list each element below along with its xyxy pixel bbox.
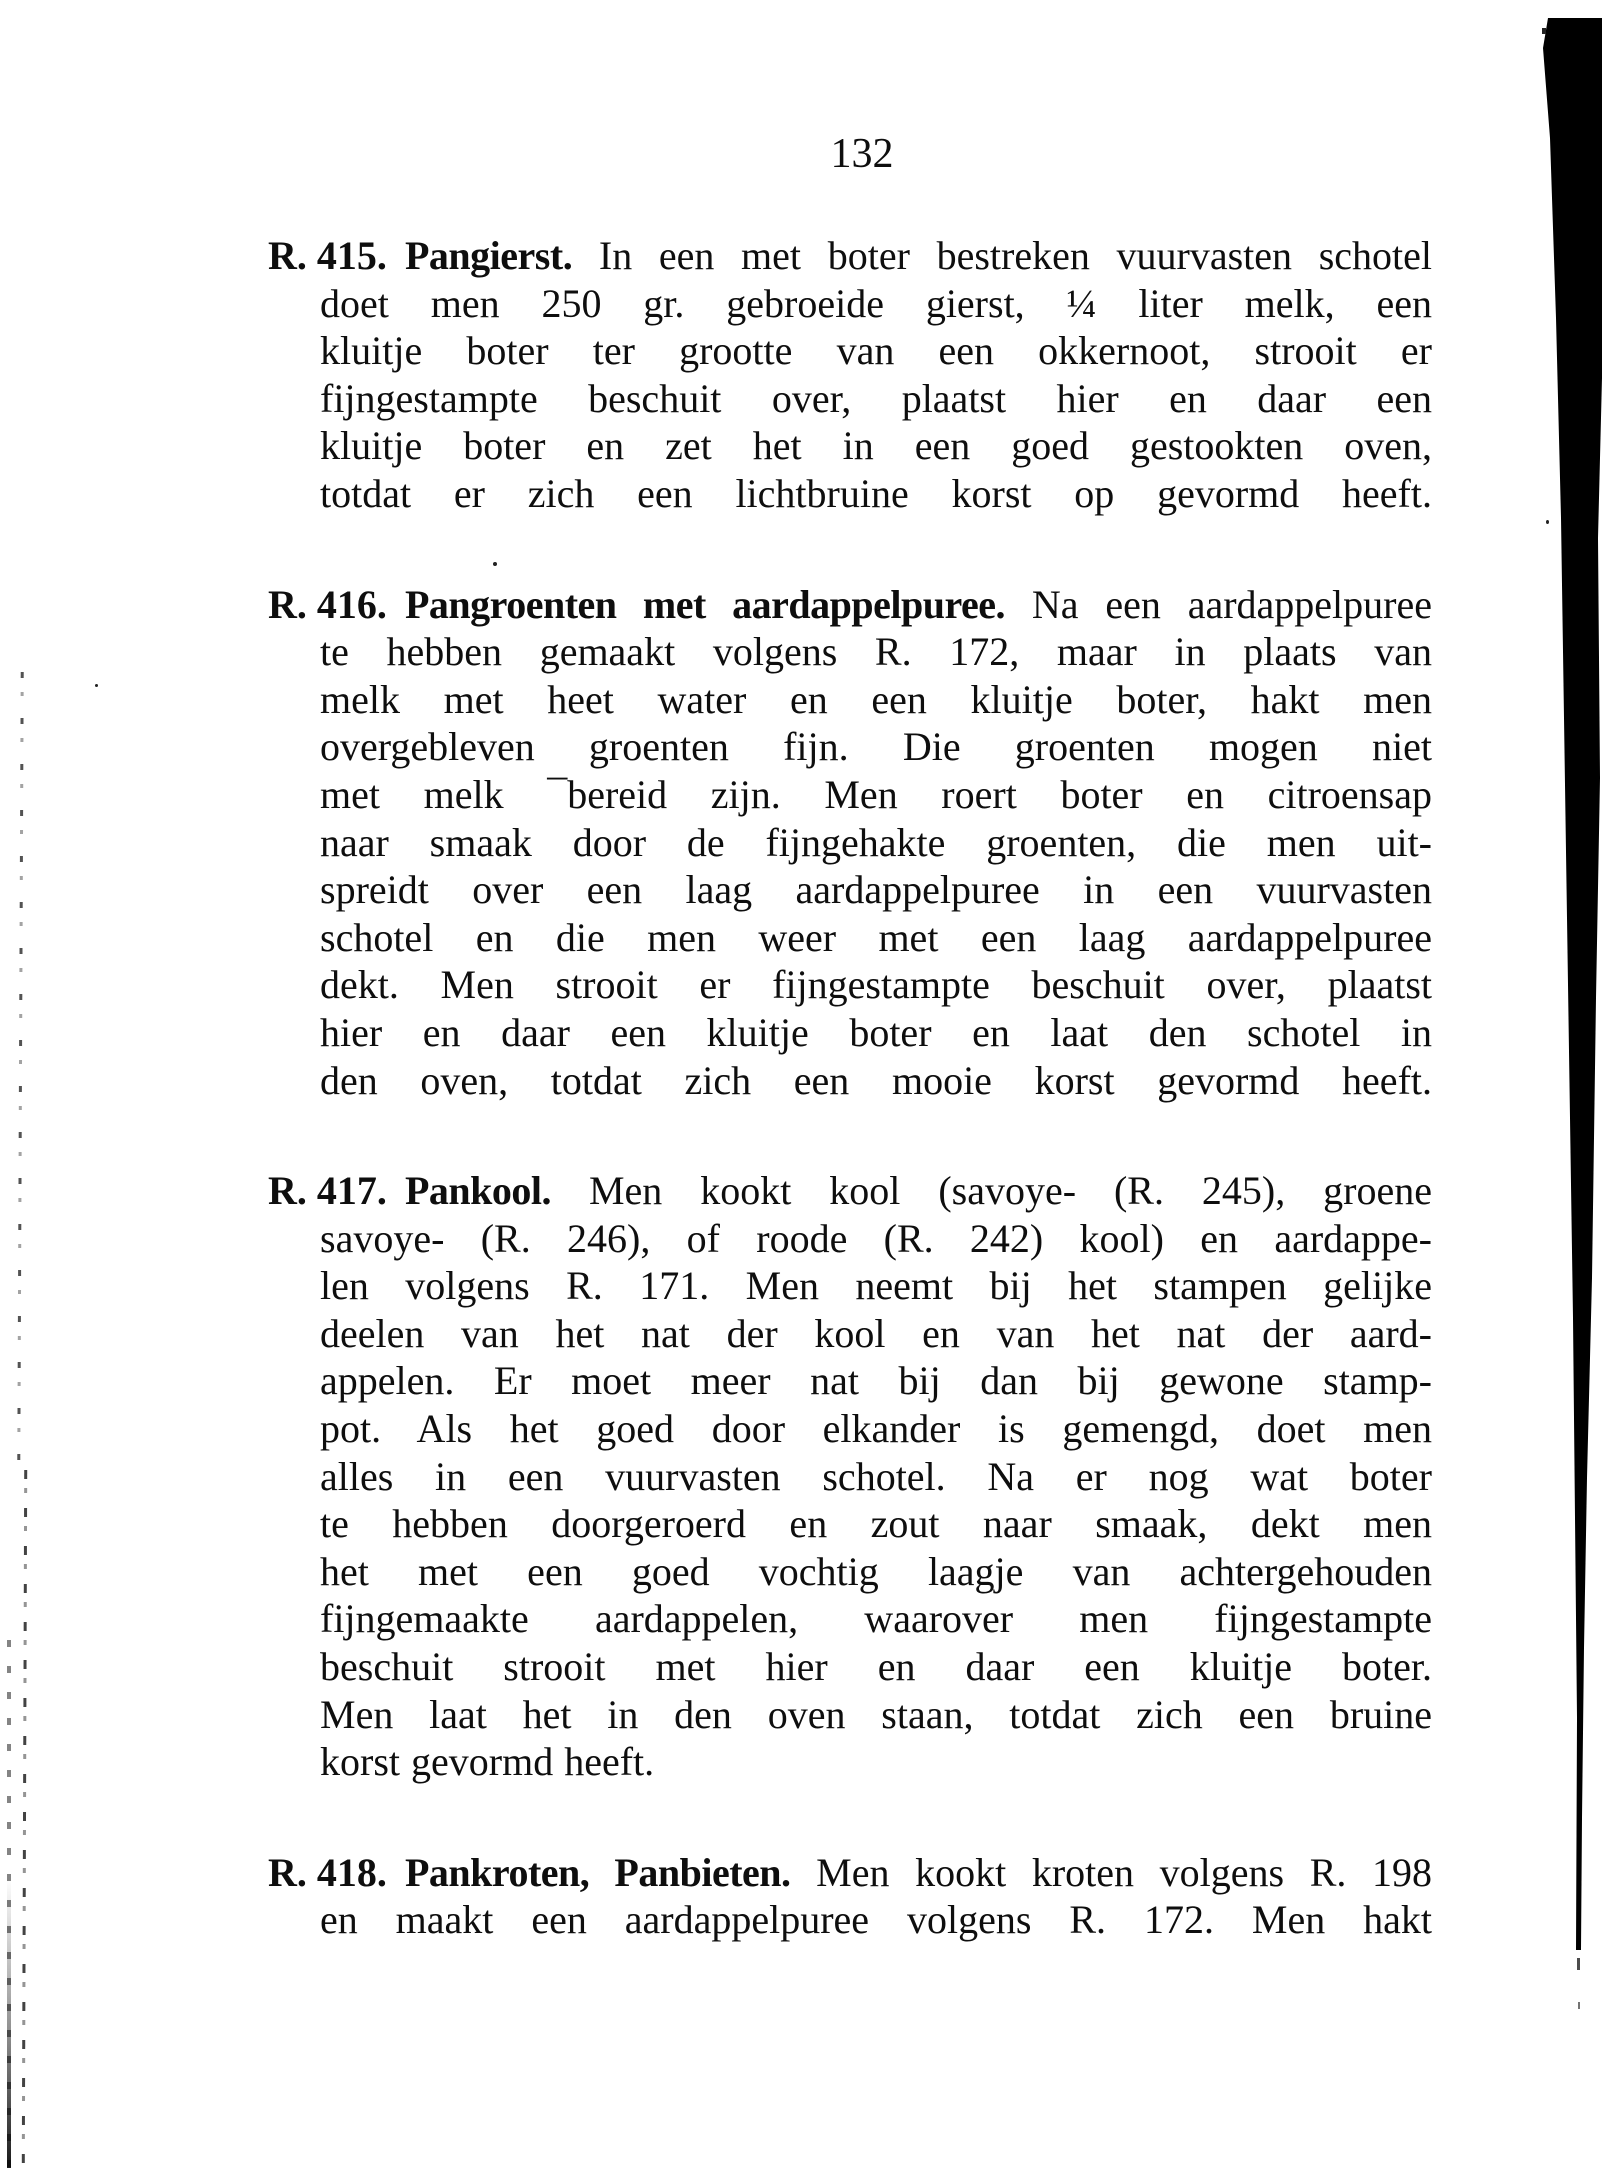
recipe-line: appelen. Er moet meer nat bij dan bij gewone stamp- [320, 1358, 1432, 1404]
recipe-title: Pankool. [405, 1168, 552, 1214]
recipe-title: Pankroten, Panbieten. [405, 1849, 791, 1895]
recipe-line: fijngestampte beschuit over, plaatst hier en daar een [320, 375, 1432, 421]
recipe-line: den oven, totdat zich een mooie korst gevormd heeft. [320, 1057, 1432, 1103]
recipe-line: dekt. Men strooit er fijngestampte beschuit over, plaatst [320, 962, 1432, 1008]
recipe-number: R. 417. [268, 1168, 387, 1214]
recipe-line: totdat er zich een lichtbruine korst op gevormd heeft. [320, 470, 1432, 516]
recipe-line: met melk ¯bereid zijn. Men roert boter en citroensap [320, 771, 1432, 817]
scan-gutter-bar-right [1540, 18, 1602, 1950]
recipe-line: fijngemaakte aardappelen, waarover men fijngestampte [320, 1596, 1432, 1642]
recipe-line: overgebleven groenten fijn. Die groenten mogen niet [320, 724, 1432, 770]
recipe-line: korst gevormd heeft. [320, 1739, 655, 1785]
recipe-title: Pangierst. [405, 233, 573, 278]
recipe-line: naar smaak door de fijngehakte groenten, die men uit- [320, 819, 1432, 865]
page-number: 132 [830, 131, 894, 177]
recipe-line: beschuit strooit met hier en daar een kluitje boter. [320, 1644, 1432, 1690]
recipe-number: R. 415. [268, 233, 387, 278]
recipe-line [320, 1167, 1432, 1215]
recipe-line: hier en daar een kluitje boter en laat den schotel in [320, 1009, 1432, 1055]
scan-speck [1542, 28, 1546, 34]
recipe-line-text: Men kookt kroten volgens R. 198 [816, 1849, 1432, 1895]
recipe-body [320, 1167, 1432, 1786]
scan-speck [1546, 520, 1549, 524]
recipe-line [320, 232, 1432, 280]
recipe-line: savoye- (R. 246), of roode (R. 242) kool) en aardappe- [320, 1215, 1432, 1261]
recipe-number: R. 418. [268, 1849, 387, 1895]
recipe-number: R. 416. [268, 581, 387, 627]
recipe-line: len volgens R. 171. Men neemt bij het stampen gelijke [320, 1263, 1432, 1309]
recipe-line-text: In een met boter bestreken vuurvasten schotel [598, 233, 1432, 278]
recipe-entry [268, 1167, 1432, 1786]
scan-edge-marks-left-upper [17, 672, 23, 1460]
recipe-line: doet men 250 gr. gebroeide gierst, ¼ liter melk, een [320, 280, 1432, 326]
scan-bar-tail-speck [1577, 1958, 1580, 1970]
recipe-body [320, 1849, 1432, 1944]
recipe-entry [268, 232, 1432, 518]
recipe-line: spreidt over een laag aardappelpuree in een vuurvasten [320, 867, 1432, 913]
scan-edge-marks-left-corner [7, 1640, 11, 2168]
recipe-line [320, 581, 1432, 629]
recipe-line: kluitje boter ter grootte van een okkernoot, strooit er [320, 328, 1432, 374]
scan-edge-marks-left-lower [22, 1470, 27, 2168]
recipe-line [320, 1849, 1432, 1897]
recipe-line: schotel en die men weer met een laag aardappelpuree [320, 914, 1432, 960]
recipe-line: melk met heet water en een kluitje boter, hakt men [320, 676, 1432, 722]
recipe-line: Men laat het in den oven staan, totdat zich een bruine [320, 1691, 1432, 1737]
recipe-line: te hebben doorgeroerd en zout naar smaak, dekt men [320, 1501, 1432, 1547]
recipe-line: en maakt een aardappelpuree volgens R. 172. Men hakt [320, 1897, 1432, 1943]
scan-speck [95, 684, 98, 687]
recipe-title: Pangroenten met aardappelpuree. [405, 581, 1006, 627]
recipe-body [320, 581, 1432, 1105]
recipe-line-text: Men kookt kool (savoye- (R. 245), groene [588, 1168, 1432, 1214]
recipe-line: alles in een vuurvasten schotel. Na er nog wat boter [320, 1453, 1432, 1499]
recipe-line: het met een goed vochtig laagje van achtergehouden [320, 1548, 1432, 1594]
scan-bar-tail-speck [1578, 2002, 1580, 2009]
recipes [268, 232, 1432, 2007]
recipe-line: pot. Als het goed door elkander is gemengd, doet men [320, 1406, 1432, 1452]
recipe-line: te hebben gemaakt volgens R. 172, maar in plaats van [320, 629, 1432, 675]
recipe-entry [268, 1849, 1432, 1944]
recipe-line-text: Na een aardappelpuree [1031, 581, 1432, 627]
recipe-body [320, 232, 1432, 518]
recipe-line: deelen van het nat der kool en van het nat der aard- [320, 1310, 1432, 1356]
recipe-line: kluitje boter en zet het in een goed gestookten oven, [320, 423, 1432, 469]
scan-speck [493, 562, 497, 566]
recipe-entry [268, 581, 1432, 1105]
